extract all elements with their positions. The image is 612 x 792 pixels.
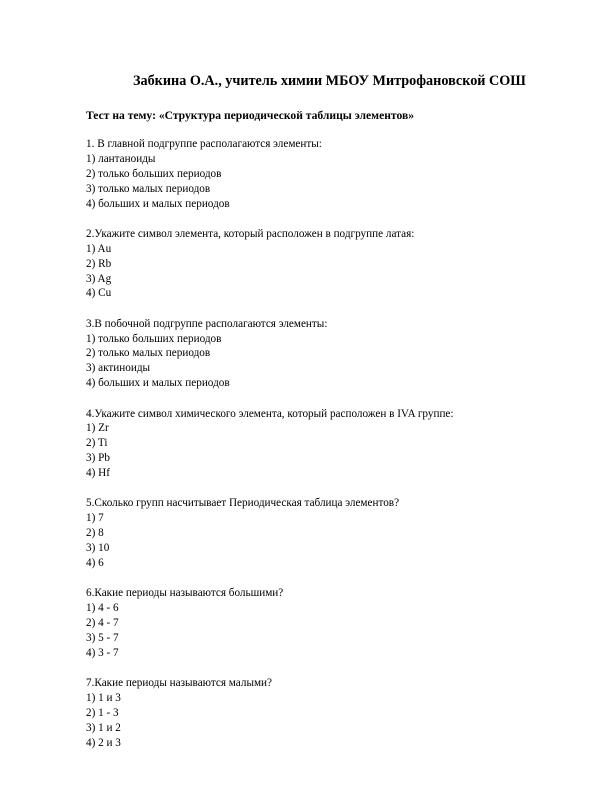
answer-option: 4) больших и малых периодов	[86, 197, 230, 210]
question-5	[86, 496, 576, 570]
answer-option: 1) 4 - 6	[86, 602, 119, 615]
question-2	[86, 227, 576, 301]
answer-option: 3) актиноиды	[86, 362, 151, 375]
answer-option: 1) Zr	[86, 422, 109, 435]
question-text: 3.В побочной подгруппе располагаются элементы:	[86, 317, 328, 330]
answer-option: 3) 10	[86, 542, 110, 555]
answer-option: 3) 5 - 7	[86, 631, 119, 644]
question-text: 1. В главной подгруппе располагаются элементы:	[86, 138, 322, 150]
question-text: 7.Какие периоды называются малыми?	[86, 677, 272, 690]
answer-option: 3) Pb	[86, 452, 110, 465]
answer-option: 2) только малых периодов	[86, 347, 211, 360]
answer-option: 3) Ag	[86, 272, 112, 285]
answer-option: 4) 3 - 7	[86, 646, 119, 659]
question-text: 6.Какие периоды называются большими?	[86, 587, 284, 600]
question-7	[86, 676, 576, 750]
question-text: 2.Укажите символ элемента, который расположен в подгруппе латая:	[86, 227, 415, 240]
question-6	[86, 586, 576, 660]
question-text: 5.Сколько групп насчитывает Периодическая таблица элементов?	[86, 497, 400, 510]
answer-option: 4) 2 и 3	[86, 736, 121, 749]
answer-option: 2) 8	[86, 527, 104, 540]
answer-option: 4) Hf	[86, 467, 110, 480]
answer-option: 4) Cu	[86, 287, 112, 300]
question-3	[86, 317, 576, 391]
answer-option: 2) Rb	[86, 257, 112, 270]
answer-option: 1) 7	[86, 512, 104, 525]
answer-option: 4) больших и малых периодов	[86, 377, 230, 390]
answer-option: 1) 1 и 3	[86, 691, 121, 704]
author-line: Забкина О.А., учитель химии МБОУ Митрофановской СОШ	[133, 73, 526, 89]
answer-option: 2) Ti	[86, 437, 108, 450]
answer-option: 1) лантаноиды	[86, 152, 156, 165]
answer-option: 2) 4 - 7	[86, 617, 119, 629]
answer-option: 2) только больших периодов	[86, 167, 222, 180]
question-1	[86, 137, 576, 211]
answer-option: 4) 6	[86, 556, 104, 569]
answer-option: 1) Au	[86, 242, 112, 255]
question-text: 4.Укажите символ химического элемента, который расположен в IVA группе:	[86, 407, 454, 420]
question-4	[86, 407, 576, 481]
answer-option: 2) 1 - 3	[86, 706, 119, 719]
answer-option: 3) 1 и 2	[86, 721, 121, 734]
answer-option: 3) только малых периодов	[86, 182, 211, 195]
answer-option: 1) только больших периодов	[86, 332, 222, 345]
question-list	[86, 137, 576, 766]
test-title: Тест на тему: «Структура периодической таблицы элементов»	[86, 109, 415, 122]
